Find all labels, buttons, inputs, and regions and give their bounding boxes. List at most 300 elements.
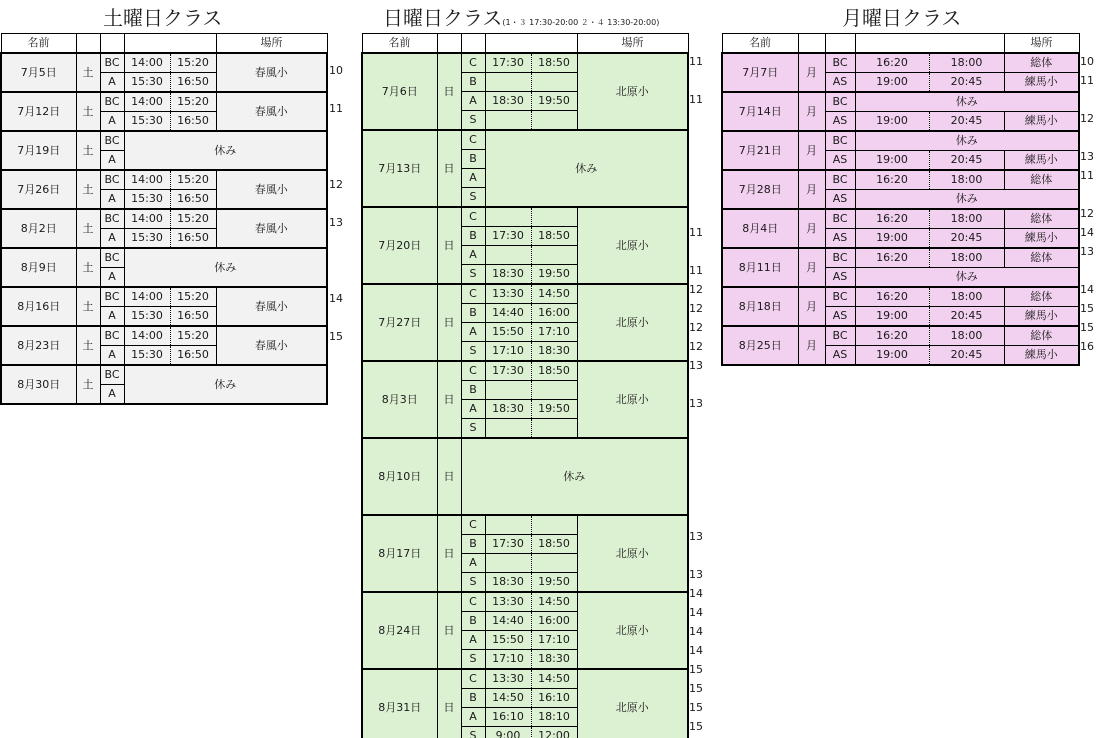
place-cell: 総体 [1004,326,1079,346]
date-cell: 8月4日 [722,209,798,248]
table-row [1,365,327,385]
class-cell: BC [825,131,855,151]
end-time: 18:30 [531,342,577,362]
table-row [1,131,327,151]
weekday-cell: 月 [798,209,825,248]
class-cell: BC [825,53,855,73]
class-cell: C [461,53,485,73]
weekday-cell: 日 [437,207,461,284]
rest-label: 休み [855,190,1079,210]
start-time [485,207,531,227]
date-cell: 7月21日 [722,131,798,170]
lesson-count: 14 [329,292,343,305]
class-cell: B [461,150,485,169]
start-time: 14:00 [124,326,170,346]
weekday-cell: 土 [76,248,100,287]
monday-header-name: 名前 [722,34,798,54]
end-time: 16:50 [170,73,216,93]
table-row [722,209,1079,229]
weekday-cell: 日 [437,130,461,207]
end-time: 15:20 [170,326,216,346]
class-cell: S [461,111,485,131]
weekday-cell: 日 [437,53,461,130]
place-cell: 北原小 [577,284,688,361]
class-cell: S [461,573,485,593]
end-time [531,419,577,439]
saturday-header-row [1,34,327,54]
start-time: 18:30 [485,265,531,285]
date-cell: 7月20日 [362,207,437,284]
class-cell: BC [100,365,124,385]
class-cell: A [461,400,485,419]
start-time: 9:00 [485,727,531,738]
date-cell: 8月24日 [362,592,437,669]
weekday-cell: 土 [76,53,100,92]
place-cell: 春風小 [216,170,327,209]
table-row [722,170,1079,190]
class-cell: A [100,73,124,93]
start-time: 15:50 [485,631,531,650]
class-cell: BC [825,326,855,346]
monday-table [721,33,1080,366]
table-row [1,92,327,112]
weekday-cell: 日 [437,592,461,669]
lesson-count: 13 [329,216,343,229]
class-cell: BC [100,170,124,190]
class-cell: BC [100,131,124,151]
class-cell: A [461,246,485,265]
weekday-cell: 日 [437,438,461,515]
lesson-count: 11 [689,93,703,106]
end-time: 16:50 [170,229,216,249]
rest-label: 休み [124,131,327,170]
lesson-count: 12 [689,283,703,296]
class-cell: C [461,207,485,227]
weekday-cell: 土 [76,326,100,365]
lesson-count: 11 [689,226,703,239]
class-cell: A [461,92,485,111]
start-time [485,554,531,573]
table-row [1,209,327,229]
end-time: 12:00 [531,727,577,738]
saturday-date-group [1,326,327,365]
class-cell: B [461,304,485,323]
rest-label: 休み [855,131,1079,151]
end-time: 14:50 [531,284,577,304]
class-cell: S [461,650,485,670]
start-time: 17:30 [485,227,531,246]
start-time [485,515,531,535]
date-cell: 7月14日 [722,92,798,131]
place-cell: 練馬小 [1004,229,1079,249]
start-time: 13:30 [485,669,531,689]
class-cell: A [461,323,485,342]
date-cell: 8月23日 [1,326,76,365]
start-time: 14:40 [485,304,531,323]
end-time: 18:50 [531,361,577,381]
end-time: 20:45 [929,229,1004,249]
weekday-cell: 日 [437,515,461,592]
place-cell: 北原小 [577,592,688,669]
end-time: 20:45 [929,151,1004,171]
class-cell: S [461,342,485,362]
lesson-count: 14 [689,606,703,619]
table-row [362,361,688,381]
date-cell: 8月10日 [362,438,437,515]
lesson-count: 11 [689,55,703,68]
start-time: 13:30 [485,284,531,304]
place-cell: 総体 [1004,287,1079,307]
class-cell: A [461,554,485,573]
class-cell: A [100,151,124,171]
saturday-date-group [1,287,327,326]
end-time: 16:50 [170,307,216,327]
rest-label: 休み [124,365,327,404]
end-time: 16:50 [170,346,216,366]
class-cell: A [100,229,124,249]
class-cell: A [100,268,124,288]
class-cell: BC [100,248,124,268]
lesson-count: 15 [689,701,703,714]
date-cell: 8月30日 [1,365,76,404]
sunday-title-note: (1・３ 17:30-20:00 ２・４ 13:30-20:00) [502,18,660,27]
end-time: 18:50 [531,53,577,73]
start-time: 14:40 [485,612,531,631]
place-cell: 練馬小 [1004,307,1079,327]
end-time: 15:20 [170,287,216,307]
sunday-date-group [362,438,688,515]
table-row [722,287,1079,307]
end-time [531,381,577,400]
monday-header-time [855,34,1004,54]
end-time: 16:00 [531,304,577,323]
weekday-cell: 土 [76,287,100,326]
class-cell: S [461,419,485,439]
saturday-header-class [100,34,124,54]
end-time: 16:50 [170,190,216,210]
table-row [1,326,327,346]
table-row [722,131,1079,151]
weekday-cell: 月 [798,92,825,131]
class-cell: S [461,727,485,738]
class-cell: A [100,307,124,327]
class-cell: BC [825,92,855,112]
end-time: 18:00 [929,209,1004,229]
place-cell: 春風小 [216,326,327,365]
start-time: 16:20 [855,287,929,307]
end-time: 17:10 [531,631,577,650]
sunday-date-group [362,284,688,361]
start-time: 17:10 [485,342,531,362]
class-cell: B [461,535,485,554]
monday-date-group [722,92,1079,131]
end-time: 18:00 [929,326,1004,346]
end-time: 16:50 [170,112,216,132]
monday-title [842,4,961,32]
date-cell: 8月11日 [722,248,798,287]
end-time: 18:00 [929,53,1004,73]
sunday-date-group [362,53,688,130]
lesson-count: 12 [689,340,703,353]
end-time: 18:10 [531,708,577,727]
monday-date-group [722,53,1079,92]
sunday-date-group [362,207,688,284]
class-cell: AS [825,229,855,249]
place-cell: 春風小 [216,209,327,248]
sunday-header-name: 名前 [362,34,437,54]
weekday-cell: 土 [76,92,100,131]
place-cell: 春風小 [216,287,327,326]
weekday-cell: 日 [437,361,461,438]
end-time [531,73,577,92]
lesson-count: 12 [1080,112,1094,125]
start-time: 14:00 [124,209,170,229]
start-time: 16:10 [485,708,531,727]
start-time: 17:30 [485,361,531,381]
class-cell: BC [100,92,124,112]
end-time [531,111,577,131]
monday-date-group [722,170,1079,209]
sunday-table [361,33,689,738]
lesson-count: 14 [689,625,703,638]
monday-title-text: 月曜日クラス [842,6,962,30]
start-time: 15:30 [124,112,170,132]
weekday-cell: 日 [437,284,461,361]
end-time: 16:10 [531,689,577,708]
lesson-count: 12 [689,302,703,315]
weekday-cell: 土 [76,365,100,404]
start-time: 14:00 [124,287,170,307]
end-time: 20:45 [929,346,1004,366]
start-time: 15:30 [124,346,170,366]
end-time: 16:00 [531,612,577,631]
start-time: 19:00 [855,229,929,249]
class-cell: C [461,130,485,150]
date-cell: 8月16日 [1,287,76,326]
start-time: 18:30 [485,92,531,111]
date-cell: 7月27日 [362,284,437,361]
sunday-header-class [461,34,485,54]
class-cell: C [461,361,485,381]
saturday-header-day [76,34,100,54]
class-cell: B [461,689,485,708]
end-time: 20:45 [929,112,1004,132]
class-cell: BC [100,53,124,73]
weekday-cell: 土 [76,209,100,248]
start-time: 15:30 [124,229,170,249]
monday-header-day [798,34,825,54]
table-row [722,326,1079,346]
weekday-cell: 月 [798,248,825,287]
table-row [1,248,327,268]
saturday-table [0,33,328,405]
place-cell: 練馬小 [1004,73,1079,93]
saturday-header-time [124,34,216,54]
lesson-count: 16 [1080,340,1094,353]
lesson-count: 10 [329,64,343,77]
place-cell: 総体 [1004,53,1079,73]
saturday-date-group [1,248,327,287]
saturday-date-group [1,209,327,248]
table-row [362,207,688,227]
saturday-header-place: 場所 [216,34,327,54]
sunday-title [383,4,659,32]
place-cell: 北原小 [577,361,688,438]
sunday-header-place: 場所 [577,34,688,54]
end-time: 15:20 [170,209,216,229]
date-cell: 8月2日 [1,209,76,248]
saturday-date-group [1,365,327,404]
class-cell: S [461,265,485,285]
place-cell: 練馬小 [1004,346,1079,366]
class-cell: A [461,631,485,650]
class-cell: BC [825,170,855,190]
saturday-title-text: 土曜日クラス [103,6,223,30]
end-time: 17:10 [531,323,577,342]
end-time: 20:45 [929,307,1004,327]
start-time [485,419,531,439]
saturday-date-group [1,92,327,131]
lesson-count: 10 [1080,55,1094,68]
rest-label: 休み [485,130,688,207]
end-time: 19:50 [531,265,577,285]
start-time: 19:00 [855,112,929,132]
class-cell: A [100,190,124,210]
place-cell: 練馬小 [1004,151,1079,171]
class-cell: AS [825,268,855,288]
lesson-count: 15 [689,720,703,733]
table-row [362,53,688,73]
start-time: 13:30 [485,592,531,612]
start-time [485,246,531,265]
lesson-count: 15 [689,663,703,676]
start-time: 14:00 [124,53,170,73]
saturday-date-group [1,53,327,92]
date-cell: 8月31日 [362,669,437,738]
table-row [722,248,1079,268]
lesson-count: 14 [1080,226,1094,239]
end-time: 15:20 [170,170,216,190]
start-time: 16:20 [855,326,929,346]
rest-label: 休み [461,438,688,515]
class-cell: AS [825,73,855,93]
start-time: 14:00 [124,92,170,112]
lesson-count: 14 [689,644,703,657]
lesson-count: 14 [1080,283,1094,296]
monday-date-group [722,326,1079,365]
table-row [1,170,327,190]
weekday-cell: 月 [798,326,825,365]
class-cell: AS [825,346,855,366]
end-time: 19:50 [531,92,577,111]
class-cell: A [461,169,485,188]
table-row [362,669,688,689]
weekday-cell: 月 [798,170,825,209]
class-cell: A [461,708,485,727]
start-time: 14:50 [485,689,531,708]
place-cell: 北原小 [577,669,688,738]
class-cell: BC [100,326,124,346]
place-cell: 総体 [1004,209,1079,229]
date-cell: 7月13日 [362,130,437,207]
start-time [485,73,531,92]
start-time: 15:50 [485,323,531,342]
lesson-count: 15 [1080,302,1094,315]
class-cell: BC [100,287,124,307]
sunday-header-row [362,34,688,54]
class-cell: AS [825,151,855,171]
weekday-cell: 土 [76,131,100,170]
date-cell: 8月18日 [722,287,798,326]
rest-label: 休み [124,248,327,287]
class-cell: B [461,73,485,92]
lesson-count: 13 [1080,245,1094,258]
end-time: 18:50 [531,535,577,554]
sunday-date-group [362,592,688,669]
end-time: 18:00 [929,170,1004,190]
sunday-date-group [362,361,688,438]
end-time: 15:20 [170,92,216,112]
date-cell: 7月19日 [1,131,76,170]
table-row [1,287,327,307]
end-time: 18:00 [929,287,1004,307]
place-cell: 北原小 [577,515,688,592]
class-cell: B [461,612,485,631]
place-cell: 総体 [1004,248,1079,268]
end-time: 18:30 [531,650,577,670]
class-cell: AS [825,307,855,327]
end-time: 19:50 [531,400,577,419]
monday-date-group [722,287,1079,326]
start-time: 19:00 [855,151,929,171]
start-time: 15:30 [124,73,170,93]
monday-date-group [722,248,1079,287]
start-time: 18:30 [485,573,531,593]
class-cell: A [100,385,124,405]
place-cell: 北原小 [577,53,688,130]
place-cell: 春風小 [216,53,327,92]
lesson-count: 13 [1080,150,1094,163]
end-time [531,246,577,265]
table-row [722,92,1079,112]
lesson-count: 11 [1080,74,1094,87]
start-time: 16:20 [855,248,929,268]
date-cell: 8月17日 [362,515,437,592]
lesson-count: 14 [689,587,703,600]
rest-label: 休み [855,268,1079,288]
lesson-count: 12 [329,178,343,191]
date-cell: 7月7日 [722,53,798,92]
table-row [1,53,327,73]
saturday-title [103,4,222,32]
date-cell: 7月12日 [1,92,76,131]
weekday-cell: 月 [798,53,825,92]
start-time: 16:20 [855,209,929,229]
weekday-cell: 月 [798,287,825,326]
monday-date-group [722,131,1079,170]
date-cell: 7月6日 [362,53,437,130]
end-time: 15:20 [170,53,216,73]
lesson-count: 13 [689,568,703,581]
lesson-count: 11 [689,264,703,277]
date-cell: 7月5日 [1,53,76,92]
monday-date-group [722,209,1079,248]
end-time: 14:50 [531,669,577,689]
end-time [531,207,577,227]
start-time: 15:30 [124,190,170,210]
end-time [531,554,577,573]
end-time: 18:00 [929,248,1004,268]
